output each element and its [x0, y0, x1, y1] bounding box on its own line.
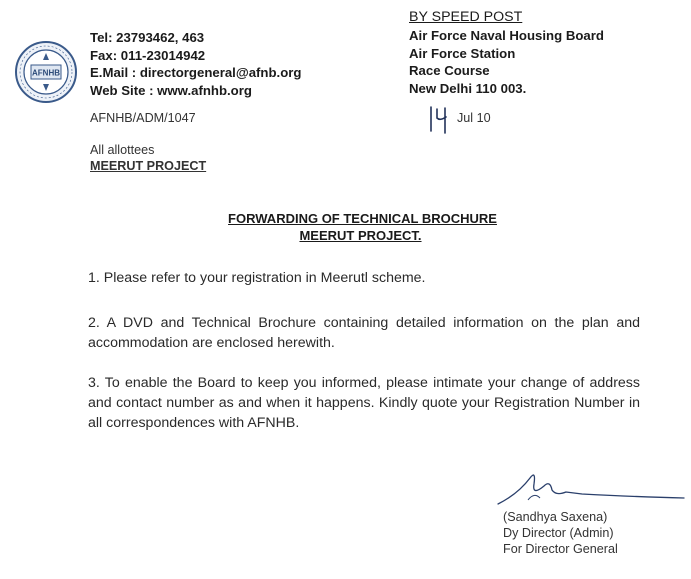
afnhb-emblem-icon — [14, 40, 78, 104]
email-text: E.Mail : directorgeneral@afnb.org — [90, 65, 302, 80]
signatory-block — [503, 509, 618, 558]
recipient-line: All allottees — [90, 143, 155, 157]
contact-block — [90, 29, 301, 99]
subject-line-1: FORWARDING OF TECHNICAL BROCHURE — [228, 211, 497, 226]
reference-number: AFNHB/ADM/1047 — [90, 111, 196, 125]
signature-mark — [470, 464, 685, 514]
website-text: Web Site : www.afnhb.org — [90, 82, 252, 98]
subject-heading — [0, 210, 691, 244]
fax-text: Fax: 011-23014942 — [90, 47, 206, 63]
signatory-for: For Director General — [503, 542, 618, 557]
subject-line-2: MEERUT PROJECT. — [299, 228, 422, 243]
telephone-text: Tel: 23793462, 463 — [90, 30, 205, 45]
recipient-block — [90, 142, 206, 174]
signatory-designation: Dy Director (Admin) — [503, 526, 614, 541]
handwritten-day — [426, 104, 454, 134]
paragraph-2: 2. A DVD and Technical Brochure containing detailed information on the plan and accommodation are enclosed herewith. — [88, 315, 640, 351]
recipient-project: MEERUT PROJECT — [90, 159, 207, 173]
signatory-name: (Sandhya Saxena) — [503, 510, 608, 524]
logo-label: AFNHB — [32, 68, 60, 78]
address-line-1: Air Force Naval Housing Board — [409, 27, 604, 43]
address-line-2: Air Force Station — [409, 45, 516, 61]
date-text: Jul 10 — [457, 111, 491, 125]
paragraph-1: 1. Please refer to your registration in Meerutl scheme. — [88, 270, 426, 286]
speed-post-label: BY SPEED POST — [409, 9, 523, 25]
address-block — [409, 9, 604, 98]
address-line-3: Race Course — [409, 63, 490, 79]
address-line-4: New Delhi 110 003. — [409, 81, 527, 97]
paragraph-3: 3. To enable the Board to keep you informed, please intimate your change of address and contact number as and when it happens. Kindly quote your Registration Number in all correspondences with AFNHB. — [88, 375, 640, 431]
